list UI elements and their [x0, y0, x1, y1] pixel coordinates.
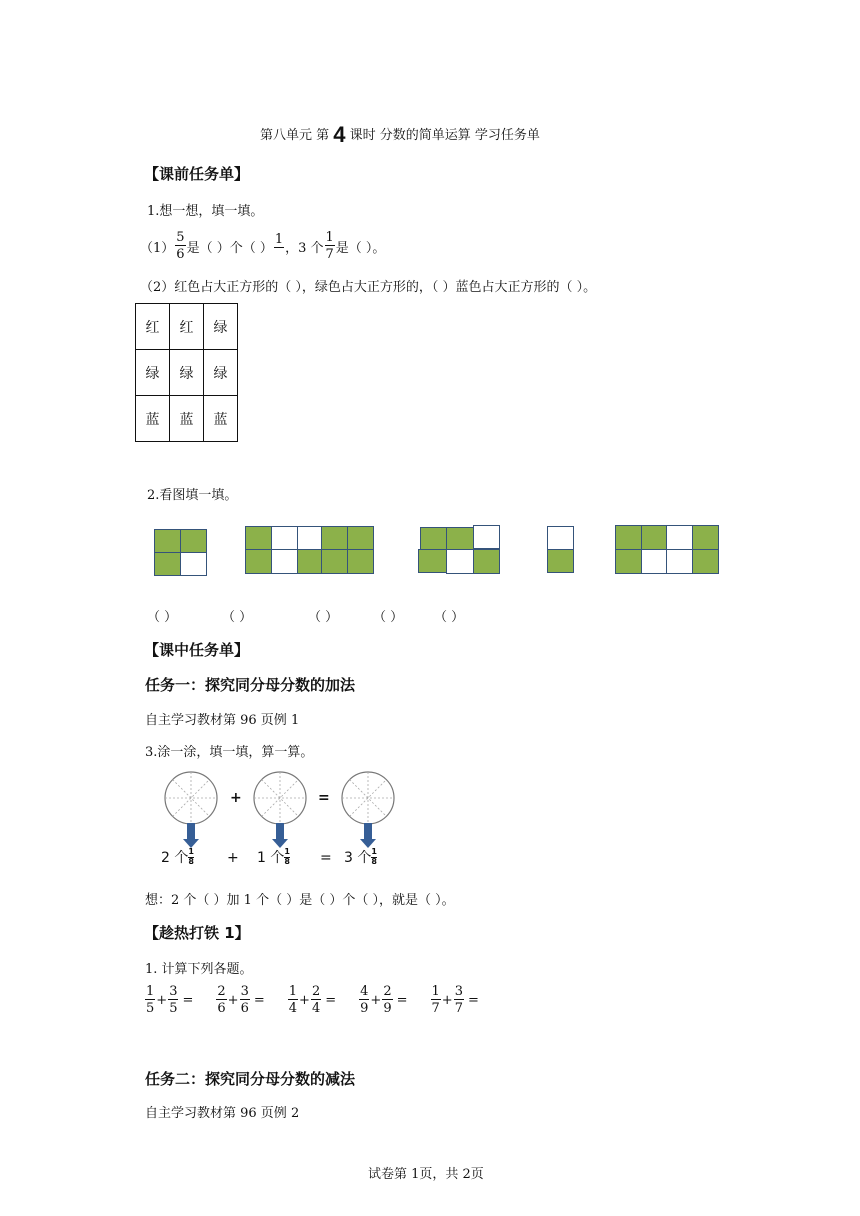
- label-3-eighths: [344, 847, 377, 867]
- fraction-numerator: 1: [274, 231, 284, 247]
- plus-sign: +: [227, 850, 239, 866]
- answer-blank[interactable]: （ ）: [434, 610, 465, 625]
- plus-sign: +: [299, 992, 310, 1008]
- fraction-numerator: 1: [146, 984, 155, 999]
- expression: [287, 985, 336, 1015]
- fraction-denominator: 6: [176, 247, 185, 262]
- fraction-denominator: 4: [311, 1001, 321, 1016]
- plus-sign: +: [370, 992, 382, 1008]
- color-grid: [135, 303, 238, 442]
- question-3-title: 3.涂一涂，填一填，算一算。: [145, 745, 314, 760]
- white-square: [666, 525, 693, 550]
- white-square: [666, 549, 693, 574]
- white-square: [547, 526, 574, 550]
- down-arrow-icon: [183, 823, 199, 848]
- grid-row: [136, 396, 238, 442]
- fraction-numerator: 1: [325, 230, 334, 245]
- green-square: [692, 549, 719, 574]
- question-2-title: 2.看图填一填。: [147, 488, 238, 503]
- grid-row: [136, 350, 238, 396]
- page-footer: 试卷第 1页，共 2页: [368, 1167, 484, 1182]
- fraction-numerator: 1: [431, 984, 440, 999]
- fraction-numerator: 3: [240, 984, 249, 999]
- fraction-numerator: 1: [371, 846, 377, 856]
- down-arrow-icon: [272, 823, 288, 848]
- fraction-1-8: [188, 848, 194, 867]
- fraction-denominator: 8: [371, 856, 377, 866]
- green-square: [154, 552, 181, 576]
- fraction-denominator: 9: [383, 1001, 392, 1016]
- fraction-denominator: 5: [146, 1001, 155, 1016]
- answer-blank[interactable]: （ ）: [373, 610, 404, 625]
- fraction-1-blank: [274, 233, 284, 250]
- expression: [358, 985, 407, 1015]
- fraction-denominator: 6: [217, 1001, 226, 1016]
- fraction-numerator: 1: [284, 846, 290, 856]
- fraction-denominator: 6: [240, 1001, 249, 1016]
- green-square: [615, 549, 642, 574]
- task-2-title: 任务二：探究同分母分数的减法: [145, 1070, 356, 1088]
- white-square: [641, 549, 667, 574]
- green-square: [446, 527, 474, 550]
- task-1-reference: 自主学习教材第 96 页例 1: [145, 713, 300, 728]
- green-square: [245, 526, 272, 550]
- answer-blank[interactable]: （ ）: [147, 610, 178, 625]
- white-square: [271, 549, 298, 574]
- title-part-a: 第八单元 第: [260, 128, 330, 143]
- white-square: [271, 526, 298, 550]
- expression: [430, 985, 479, 1015]
- fraction-denominator: 8: [188, 856, 194, 866]
- green-square: [245, 549, 272, 574]
- label-2-eighths: [161, 847, 194, 867]
- part-1-end: 是（ ）。: [335, 240, 386, 256]
- green-square: [418, 549, 447, 573]
- grid-cell: 红: [136, 304, 170, 350]
- grid-cell: 蓝: [170, 396, 204, 442]
- title-part-b: 课时 分数的简单运算 学习任务单: [349, 128, 540, 143]
- grid-cell: 蓝: [136, 396, 170, 442]
- equals-sign: =: [320, 850, 332, 866]
- plus-sign: +: [156, 992, 168, 1008]
- label-text: 2 个: [161, 850, 189, 866]
- lesson-number: 4: [333, 122, 346, 147]
- plus-sign: +: [227, 992, 239, 1008]
- fraction-numerator: 3: [454, 984, 463, 999]
- question-1-part-1: [140, 228, 385, 264]
- equals-sign: =: [325, 992, 337, 1008]
- green-square: [692, 525, 719, 550]
- fraction-denominator: 9: [360, 1001, 369, 1016]
- fraction-numerator: 3: [169, 984, 178, 999]
- fraction-numerator: 4: [360, 984, 369, 999]
- fraction-numerator: 5: [176, 230, 185, 245]
- circle-eighths: [254, 772, 306, 824]
- answer-blank[interactable]: （ ）: [308, 610, 339, 625]
- section-practice-1: 【趁热打铁 1】: [144, 924, 250, 942]
- green-square: [321, 526, 348, 550]
- answer-blank[interactable]: （ ）: [222, 610, 253, 625]
- fraction-denominator: 7: [431, 1001, 440, 1016]
- section-in-class: 【课中任务单】: [144, 641, 250, 659]
- green-square: [297, 549, 322, 574]
- white-square: [473, 525, 500, 549]
- white-square: [297, 526, 322, 550]
- task-1-title: 任务一：探究同分母分数的加法: [145, 676, 356, 694]
- fraction-denominator: 7: [325, 247, 334, 262]
- fraction-numerator: 2: [217, 984, 226, 999]
- green-square: [641, 525, 667, 550]
- fraction-denominator: 7: [454, 1001, 463, 1016]
- grid-cell: 绿: [136, 350, 170, 396]
- circle-eighths: [165, 772, 217, 824]
- equals-sign: =: [318, 790, 330, 806]
- white-square: [446, 549, 474, 574]
- fraction-numerator: 2: [383, 984, 392, 999]
- grid-cell: 绿: [204, 350, 238, 396]
- fraction-numerator: 2: [311, 984, 321, 999]
- grid-row: [136, 304, 238, 350]
- fraction-5-6: [175, 231, 185, 261]
- white-square: [180, 552, 207, 576]
- question-1-title: 1.想一想，填一填。: [147, 204, 264, 219]
- label-text: 1 个: [257, 850, 285, 866]
- label-text: 3 个: [344, 850, 372, 866]
- expression: [215, 985, 264, 1015]
- expression: [144, 985, 193, 1015]
- fraction-denominator: 5: [169, 1001, 178, 1016]
- practice-title: 1. 计算下列各题。: [145, 962, 253, 977]
- plus-sign: +: [441, 992, 453, 1008]
- label-1-eighth: [257, 847, 290, 867]
- circle-eighths: [342, 772, 394, 824]
- down-arrow-icon: [360, 823, 376, 848]
- part-1-text: 是（ ）个（ ）: [186, 240, 273, 256]
- fraction-numerator: 1: [188, 846, 194, 856]
- equals-sign: =: [182, 992, 194, 1008]
- part-1-label: （1）: [140, 240, 175, 256]
- fraction-1-7: [325, 231, 335, 261]
- fraction-1-8: [284, 848, 290, 867]
- green-square: [473, 549, 500, 574]
- part-1-text-2: ，3 个: [285, 240, 324, 256]
- green-square: [547, 549, 574, 573]
- green-square: [347, 526, 374, 550]
- fraction-1-8: [371, 848, 377, 867]
- practice-expressions: [144, 985, 479, 1015]
- think-prompt: 想：2 个（ ）加 1 个（ ）是（ ）个（ ），就是（ ）。: [145, 893, 455, 908]
- grid-cell: 红: [170, 304, 204, 350]
- grid-cell: 绿: [204, 304, 238, 350]
- green-square: [321, 549, 348, 574]
- grid-cell: 蓝: [204, 396, 238, 442]
- section-pre-class: 【课前任务单】: [144, 165, 250, 183]
- equals-sign: =: [253, 992, 265, 1008]
- green-square: [180, 529, 207, 553]
- grid-cell: 绿: [170, 350, 204, 396]
- green-square: [154, 529, 181, 553]
- fraction-denominator: 4: [288, 1001, 298, 1016]
- green-square: [420, 527, 447, 550]
- plus-sign: +: [230, 790, 242, 806]
- question-1-part-2: （2）红色占大正方形的（ ），绿色占大正方形的，（ ）蓝色占大正方形的（ ）。: [140, 280, 597, 295]
- green-square: [615, 525, 642, 550]
- task-2-reference: 自主学习教材第 96 页例 2: [145, 1106, 300, 1121]
- equals-sign: =: [467, 992, 479, 1008]
- fraction-denominator: 8: [284, 856, 290, 866]
- fraction-numerator: 1: [288, 984, 298, 999]
- equals-sign: =: [396, 992, 408, 1008]
- page-title: [260, 122, 540, 148]
- green-square: [347, 549, 374, 574]
